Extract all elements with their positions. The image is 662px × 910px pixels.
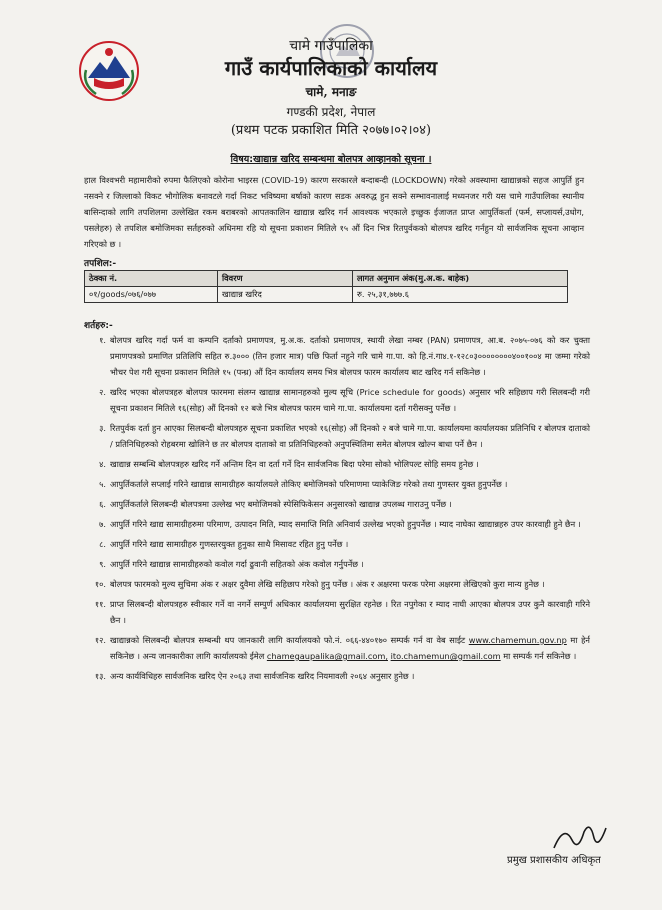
list-item: [84, 420, 590, 452]
term-number: ७.: [99, 519, 106, 529]
list-item: [84, 496, 590, 512]
signer-title: प्रमुख प्रशासकीय अधिकृत: [507, 855, 601, 866]
list-item: [84, 536, 590, 552]
term-number: १२.: [94, 635, 106, 645]
notice-subject: विषय:खाद्यान्न खरिद सम्बन्धमा बोलपत्र आव्हानको सूचना ।: [230, 154, 432, 165]
publication-date: (प्रथम पटक प्रकाशित मिति २०७७।०२।०४): [230, 123, 432, 138]
list-item: [84, 556, 590, 572]
table-header-cell: विवरण: [218, 271, 353, 287]
term-number: २.: [99, 387, 106, 397]
list-item: [84, 384, 590, 416]
list-item: [84, 576, 590, 592]
term-text: बोलपत्र खरिद गर्दा फर्म वा कम्पनि दर्ताको प्रमाणपत्र, मु.अ.क. दर्ताको प्रमाणपत्र, स्थायी लेखा नम्बर (PAN) प्रमाणपत्र, आ.ब. २०७५-०७६ को कर चुक्ता प्रमाणपत्रको प्रमाणित प्रतिलिपि सहित रु.३००० (तिन हजार मात्र) पछि फिर्ता नहुने गरि चामे गा.पा. को हि.नं.गा४.१-१२८०३००००००००४००१००४ मा जम्मा गरेको भौचर पेश गरी सूचना प्रकाशन मितिले १५ (पन्ध्र) औं दिन कार्यालय समय भित्र बोलपत्र फारम कार्यालय बाट खरिद गर्न सकिनेछ ।: [110, 335, 590, 377]
contract-table: [84, 270, 568, 303]
list-item: [84, 668, 590, 684]
term-text: [110, 632, 590, 664]
term-text: रितपुर्वक दर्ता हुन आएका सिलबन्दी बोलपत्रहरु सूचना प्रकाशित भएको १६(सोह) औं दिनको २ बजे चामे गा.पा. कार्यालयमा कार्यालयका प्रतिनिधि र बोलपत्र दाताको / प्रतिनिधिहरुको रोहबरमा खोलिने छ तर बोलपत्र दाताको वा प्रतिनिधिहरुको अनुपस्थितिमा समेत बोलपत्र खोल्न बाधा पर्ने छैन ।: [110, 423, 590, 449]
intro-paragraph: हाल विश्वभरी महामारीको रुपमा फैलिएको कोरोना भाइरस (COVID-19) कारण सरकारले बन्दाबन्दी (LOCKDOWN) गरेको अवस्थामा खाद्यान्नको सहज आपुर्ति हुन नसक्ने र जिल्लाको विकट भौगोलिक बनावटले गर्दा निकट भविष्यमा बर्षाको कारण सडक अवरुद्ध हुन सक्ने सम्भावनालाई मध्यनजर गरी यस चामे गाउँपालिका स्थानीय बासिन्दाको लागि तपशिलमा उल्लेखित रकम बराबरको आपतकालिन खाद्यान्न खरिद गर्न आवश्यक भएकाले इच्छुक ईजाजत प्राप्त आपुर्तिकर्ता (फर्म, सप्लायर्स,उधोग, पसलेहरु) ले तपशिल बमोजिमका सर्तहरुको अधिनमा रहि यो सूचना प्रकाशन मितिले १५ औं दिन भित्र रितपुर्वकको बोलपत्र खरिद गर्नहुन यो सार्वजनिक सूचना आव्हान गरिएको छ ।: [84, 175, 584, 249]
term-number: ५.: [99, 479, 106, 489]
term-number: १०.: [94, 579, 106, 589]
table-cell: रु. २५,३१,७७७.६: [353, 287, 568, 303]
term-number: १३.: [94, 671, 106, 681]
term-text: बोलपत्र फारमको मुल्य सुचिमा अंक र अक्षर दुवैमा लेखि सहिछाप गरेको हुनु पर्नेछ । अंक र अक्षरमा फरक परेमा अक्षरमा लेखिएको कुरा मान्य हुनेछ ।: [110, 579, 545, 589]
table-cell: ०१/goods/०७६/०७७: [85, 287, 218, 303]
contact-text: मा हेर्न सकिनेछ । अन्य जानकारीका लागि कार्यालयको ईमेल: [110, 635, 590, 661]
table-header-cell: लागत अनुमान अंक(मु.अ.क. बाहेक): [353, 271, 568, 287]
municipality-name: चामे गाउँपालिका: [289, 38, 373, 54]
term-text: खाद्यान्न सम्बन्धि बोलपत्रहरु खरिद गर्ने अन्तिम दिन वा दर्ता गर्ने दिन सार्वजनिक बिदा परेमा सोको भोलिपल्ट सोहि समय हुनेछ ।: [110, 459, 479, 469]
details-label: तपशिल:-: [84, 259, 117, 269]
list-item: [84, 596, 590, 628]
table-row: [85, 287, 568, 303]
conditions-label: शर्तहरु:-: [84, 321, 113, 331]
term-text: अन्य कार्यविधिहरु सार्वजनिक खरिद ऐन २०६३ तथा सार्वजनिक खरिद नियमावली २०६४ अनुसार हुनेछ ।: [110, 671, 415, 681]
list-item: [84, 516, 590, 532]
contact-text: खाद्यान्नको सिलबन्दी बोलपत्र सम्बन्धी थप जानकारी लागि कार्यालयको फो.नं. ०६६-४४०१७० सम्पर्क गर्न वा वेब साईट: [110, 635, 466, 645]
term-number: ४.: [99, 459, 106, 469]
list-item: [84, 332, 590, 380]
website-link[interactable]: www.chamemun.gov.np: [468, 635, 567, 645]
table-cell: खाद्यान्न खरिद: [218, 287, 353, 303]
table-header-row: [85, 271, 568, 287]
email-link[interactable]: chamegaupalika@gmail.com,: [266, 651, 388, 661]
email-link[interactable]: ito.chamemun@gmail.com: [390, 651, 501, 661]
term-text: आपुर्ति गरिने खाद्यान्न सामाग्रीहरुको कवोल गर्दा ढुवानी सहितको अंक कवोल गर्नुपर्नेछ ।: [110, 559, 364, 569]
office-title: गाउँ कार्यपालिकाको कार्यालय: [224, 56, 438, 80]
contact-text: मा सम्पर्क गर्न सकिनेछ ।: [503, 651, 577, 661]
list-item: [84, 456, 590, 472]
table-header-cell: ठेक्का नं.: [85, 271, 218, 287]
office-location: चामे, मनाङ: [305, 85, 357, 99]
term-number: ९.: [99, 559, 106, 569]
term-number: ११.: [94, 599, 106, 609]
list-item: [84, 476, 590, 492]
term-text: आपुर्ति गरिने खाद्य सामाग्रीहरु गुणस्तरयुक्त हुनुका साथै मिसावट रहित हुनु पर्नेछ ।: [110, 539, 349, 549]
term-text: प्राप्त सिलबन्दी बोलपत्रहरु स्वीकार गर्ने वा नगर्ने सम्पुर्ण अधिकार कार्यालयमा सुरक्षित रहनेछ । रित नपुगेका र म्याद नाघी आएका बोलपत्र उपर कुनै कारवाही गरिने छैन ।: [110, 599, 590, 625]
list-item: [84, 632, 590, 664]
term-text: आपुर्ति गरिने खाद्य सामाग्रीहरुमा परिमाण, उत्पादन मिति, म्याद समाप्ति मिति अनिवार्य उल्लेख भएको हुनुपर्नेछ । म्याद नाघेका खाद्यान्नहरु उपर कारवाही हुने छैन ।: [110, 519, 581, 529]
term-number: ६.: [99, 499, 106, 509]
term-text: आपुर्तिकर्ताले सिलबन्दी बोलपत्रमा उल्लेख भए बमोजिमको स्पेसिफिकेसन अनुसारको खाद्यान्न उपलब्ध गाराउनु पर्नेछ ।: [110, 499, 452, 509]
terms-list: [84, 332, 590, 688]
term-text: आपुर्तिकर्ताले सप्लाई गरिने खाद्यान्न सामाग्रीहरु कार्यालयले तोकिए बमोजिमको परिमाणमा प्याकेजिङ गरेको तथा गुणस्तर युक्त हुनुपर्नेछ ।: [110, 479, 508, 489]
term-number: ३.: [99, 423, 106, 433]
term-number: ८.: [99, 539, 106, 549]
term-text: खरिद भएका बोलपत्रहरु बोलपत्र फारममा संलग्न खाद्यान्न सामानहरुको मुल्य सूचि (Price schedule for goods) अनुसार भरि सहिछाप गरी सिलबन्दी गरी सूचना प्रकाशन मितिले १६(सोह) औं दिनको १२ बजे भित्र बोलपत्र फारम चामे गा.पा. कार्यालयमा दर्ता गरीसक्नु पर्नेछ ।: [110, 387, 590, 413]
term-number: १.: [99, 335, 106, 345]
province-country: गण्डकी प्रदेश, नेपाल: [286, 105, 376, 119]
